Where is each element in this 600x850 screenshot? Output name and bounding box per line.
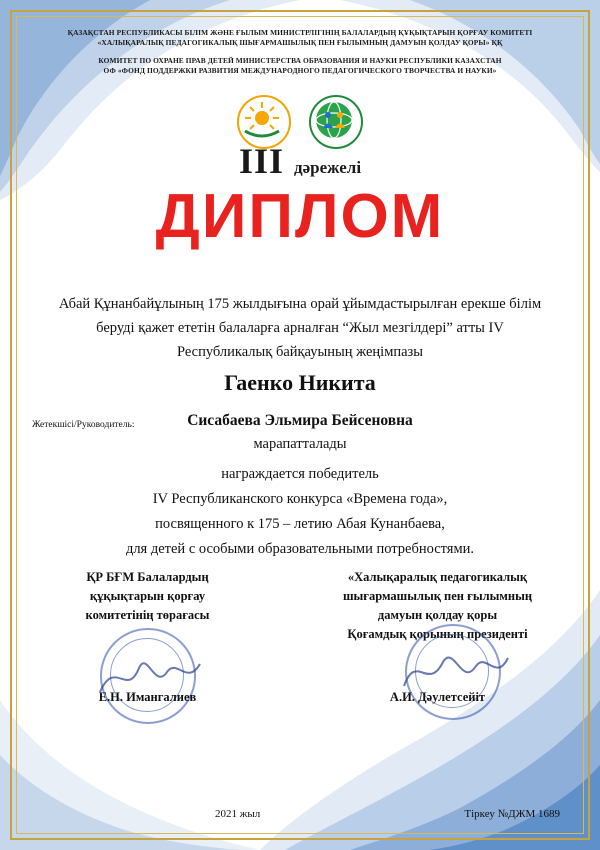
winner-name: Гаенко Никита xyxy=(224,370,376,395)
signature-right-title-3: дамуын қолдау қоры xyxy=(377,608,498,622)
header-ru-line-2: ОФ «ФОНД ПОДДЕРЖКИ РАЗВИТИЯ МЕЖДУНАРОДНОГО ПЕДАГОГИЧЕСКОГО ТВОРЧЕСТВА И НАУКИ» xyxy=(103,66,497,75)
signature-right-name: А.И. Дәулетсейіт xyxy=(389,690,486,704)
awarded-kz-text: марапатталады xyxy=(253,436,347,452)
header-ru-line-1: КОМИТЕТ ПО ОХРАНЕ ПРАВ ДЕТЕЙ МИНИСТЕРСТВА ОБРАЗОВАНИЯ И НАУКИ РЕСПУБЛИКИ КАЗАХСТАН xyxy=(98,56,502,65)
degree-word: дәрежелі xyxy=(293,158,362,177)
signature-left-name: Е.Н. Имангалиев xyxy=(98,690,197,704)
ru-description-paragraph xyxy=(55,462,545,562)
supervisor-label: Жетекшісі/Руководитель: xyxy=(32,420,135,430)
footer-registration-number: Тіркеу №ДЖМ 1689 xyxy=(464,808,560,820)
ru-line-3: посвященного к 175 – летию Абая Кунанбаева, xyxy=(155,516,445,532)
degree-number: III xyxy=(238,141,284,181)
header-spacer xyxy=(30,48,570,56)
ru-line-1: награждается победитель xyxy=(221,466,379,482)
signature-left-title-3: комитетінің төрағасы xyxy=(85,608,210,622)
header-kz-line-2: «ХАЛЫҚАРАЛЫҚ ПЕДАГОГИКАЛЫҚ ШЫҒАРМАШЫЛЫҚ ПЕН ҒЫЛЫМНЫҢ ДАМУЫН ҚОЛДАУ ҚОРЫ» ҚҚ xyxy=(97,38,503,47)
degree-row xyxy=(0,140,600,182)
kz-description-paragraph: Абай Құнанбайұлының 175 жылдығына орай ұйымдастырылған ерекше білім беруді қажет ететін балаларға арналған “Жыл мезгілдері” атты IV Республикалық байқауының жеңімпазы xyxy=(58,296,542,360)
footer-year: 2021 жыл xyxy=(215,808,261,820)
signature-left-title-1: ҚР БҒМ Балалардың xyxy=(86,570,209,584)
page-title: ДИПЛОМ xyxy=(155,182,445,251)
signature-right-title-4: Қоғамдық қорының президенті xyxy=(347,627,528,641)
signature-block-left xyxy=(40,568,255,625)
supervisor-name: Сисабаева Эльмира Бейсеновна xyxy=(187,412,413,429)
ru-line-4: для детей с особыми образовательными потребностями. xyxy=(125,541,475,557)
ru-line-2: IV Республиканского конкурса «Времена года», xyxy=(152,491,448,507)
header-kz-line-1: ҚАЗАҚСТАН РЕСПУБЛИКАСЫ БІЛІМ ЖӘНЕ ҒЫЛЫМ МИНИСТРЛІГІНІҢ БАЛАЛАРДЫҢ ҚҰҚЫҚТАРЫН ҚОРҒАУ КОМИТЕТІ xyxy=(67,28,533,37)
signature-right-title-2: шығармашылық пен ғылымның xyxy=(342,589,533,603)
header-block xyxy=(30,28,570,76)
signature-right-title-1: «Халықаралық педагогикалық xyxy=(347,570,528,584)
signature-left-title-2: құқықтарын қорғау xyxy=(89,589,206,603)
